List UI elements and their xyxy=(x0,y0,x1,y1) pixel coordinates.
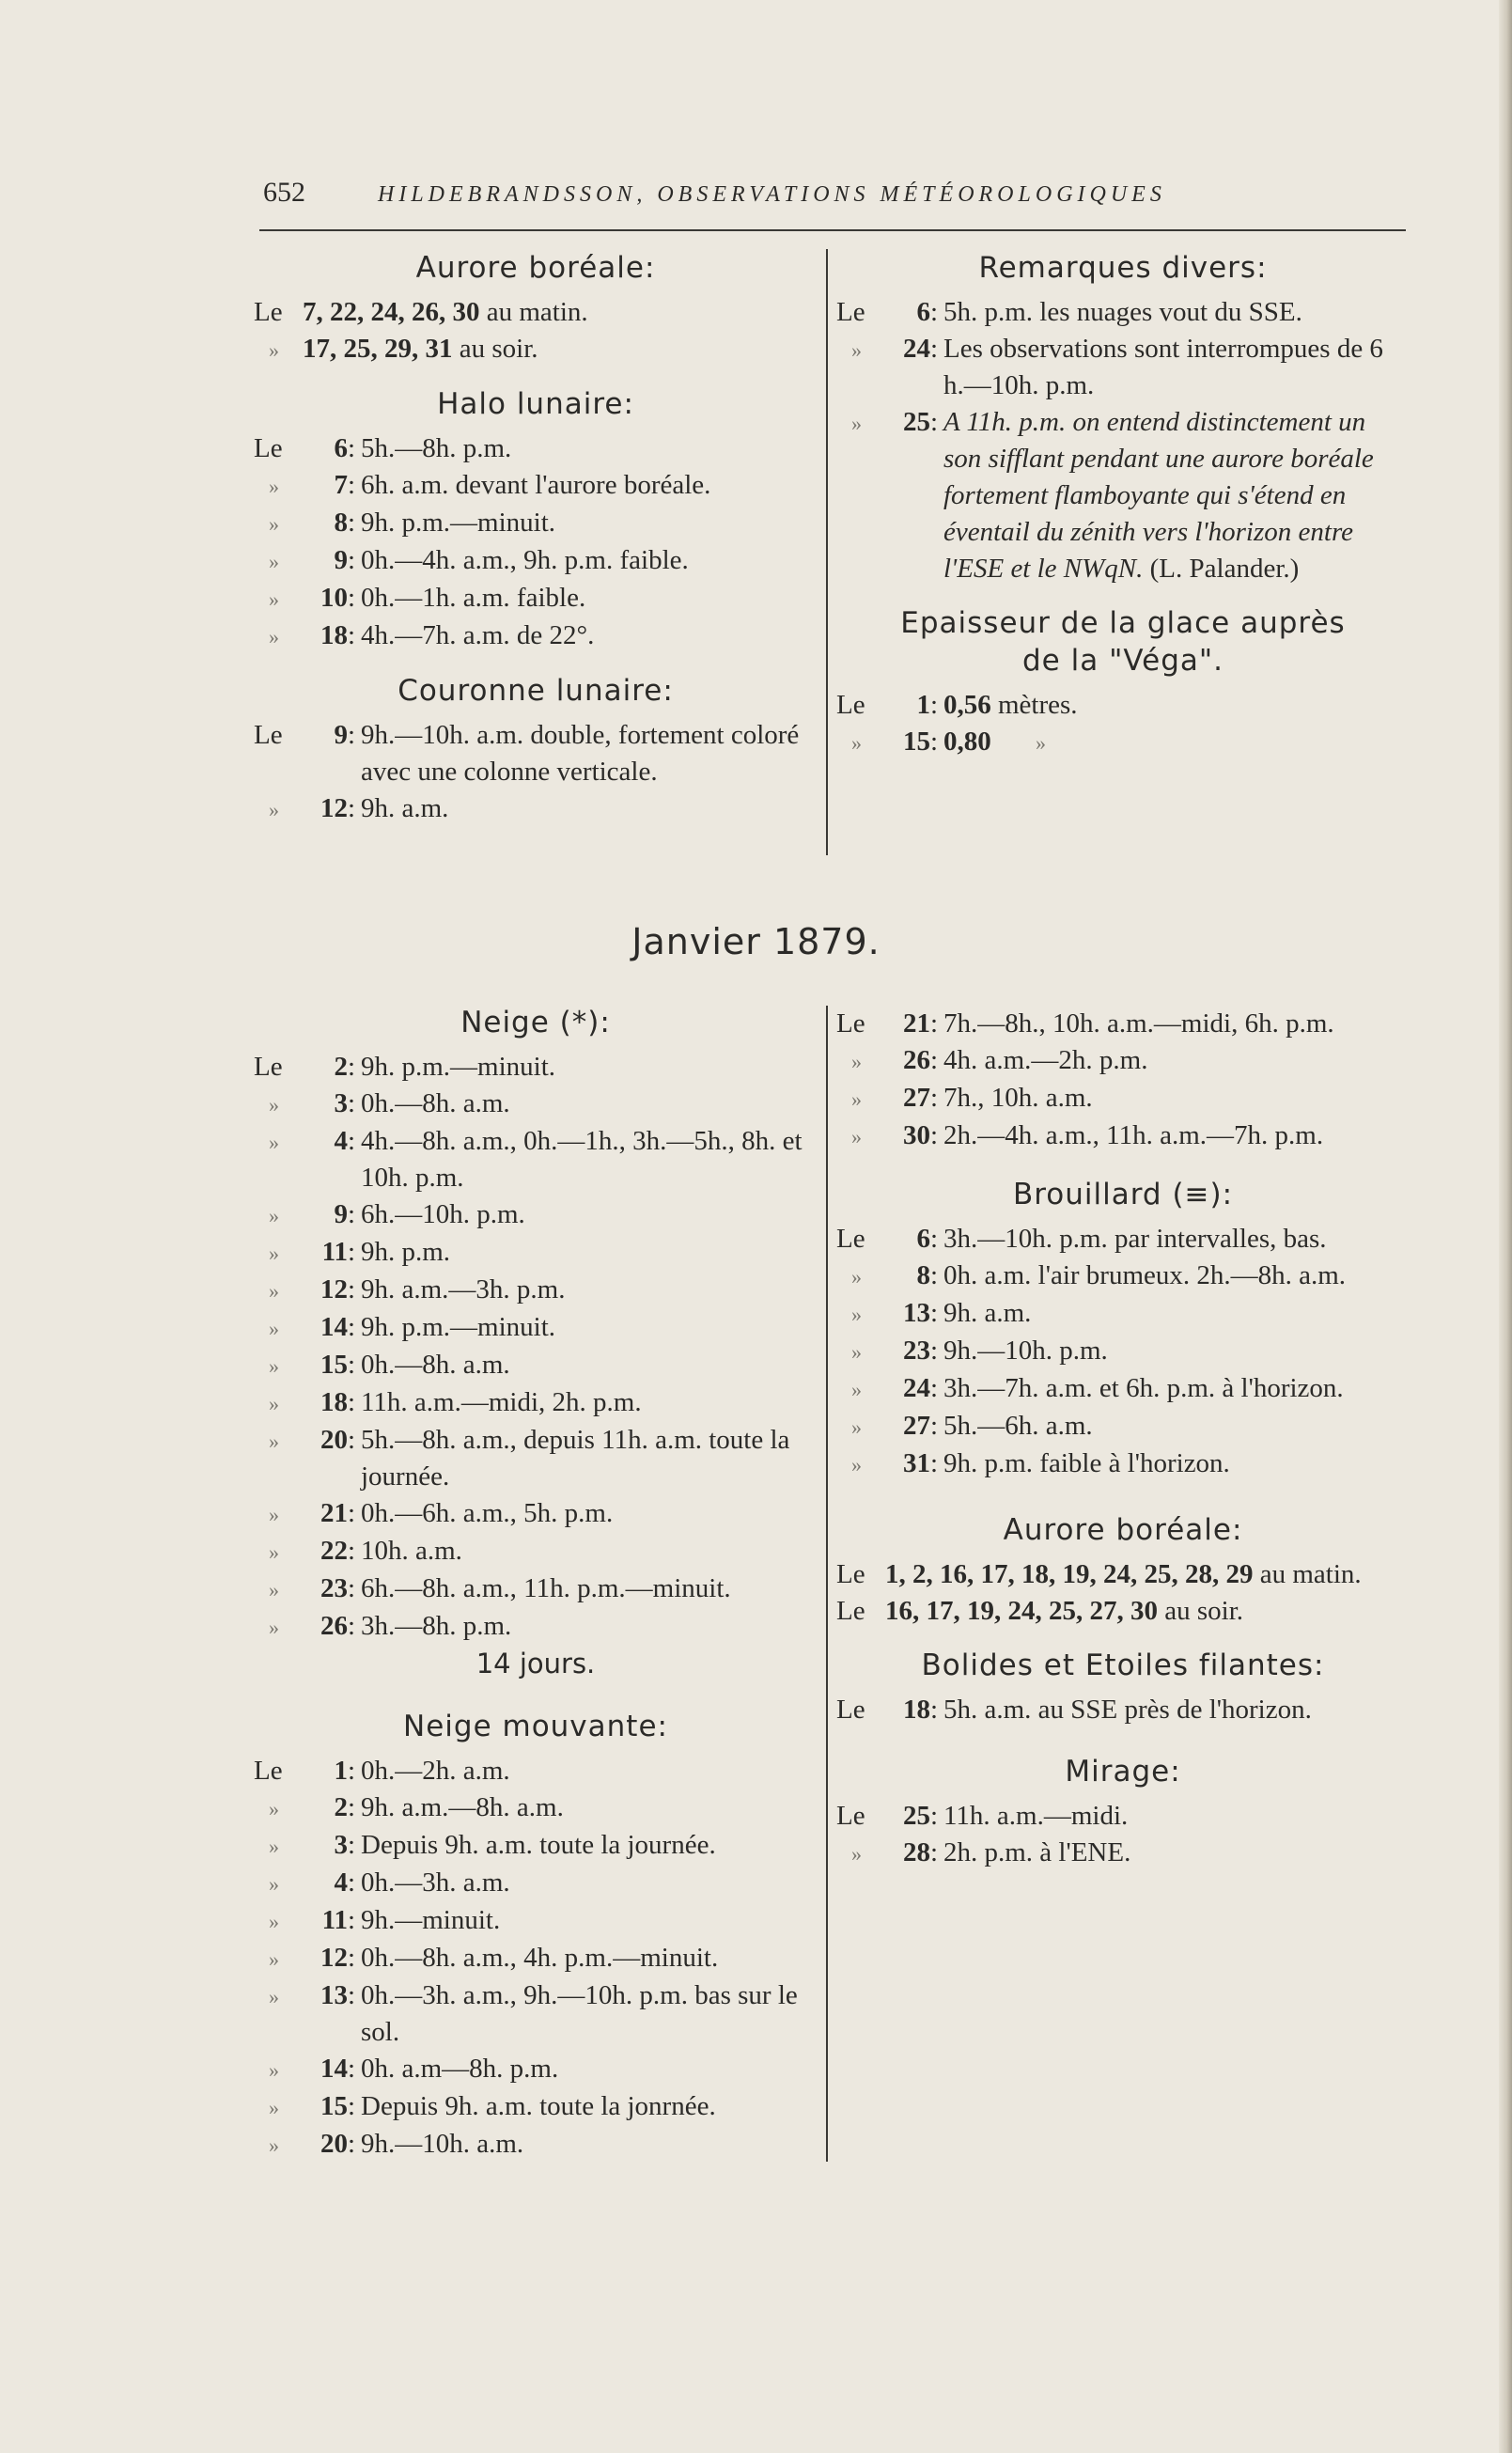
entry-row xyxy=(254,1123,818,1196)
entry-row xyxy=(254,1309,818,1347)
entry-day: 2 xyxy=(334,1052,348,1082)
entry-day: 9 xyxy=(334,720,348,750)
entry-prefix: Le xyxy=(836,690,865,720)
thickness-unit: mètres. xyxy=(998,690,1078,720)
entry-row xyxy=(254,542,818,580)
mirage-list xyxy=(836,1798,1410,1872)
entry-row xyxy=(254,580,818,617)
entry-day: 11 xyxy=(321,1905,348,1935)
entry-colon: : xyxy=(348,545,356,575)
mirage-title: Mirage: xyxy=(1065,1755,1181,1789)
entry-colon: : xyxy=(348,583,356,613)
entry-prefix: » xyxy=(269,1835,279,1858)
entry-text: 0h.—1h. a.m. faible. xyxy=(361,583,586,613)
entry-text: 0h.—4h. a.m., 9h. p.m. faible. xyxy=(361,545,689,575)
neige-list xyxy=(254,1049,818,1646)
entry-row xyxy=(254,617,818,655)
entry-prefix: » xyxy=(269,1279,279,1303)
entry-row xyxy=(836,1042,1410,1080)
entry-day: 27 xyxy=(903,1411,930,1441)
entry-prefix: » xyxy=(269,1131,279,1154)
entry-colon: : xyxy=(348,620,356,650)
entry-day: 1 xyxy=(334,1756,348,1786)
entry-text: 9h.—10h. a.m. xyxy=(361,2129,524,2159)
entry-day: 6 xyxy=(916,1224,930,1254)
entry-prefix: » xyxy=(269,1910,279,1933)
entry-row xyxy=(254,1347,818,1384)
epaisseur-title-2: de la "Véga". xyxy=(1022,644,1224,678)
entry-prefix: » xyxy=(269,1317,279,1340)
entry-text: 4h.—8h. a.m., 0h.—1h., 3h.—5h., 8h. et 10h. p.m. xyxy=(361,1126,803,1193)
entry-prefix: » xyxy=(269,1616,279,1639)
entry-text: 0h.—8h. a.m., 4h. p.m.—minuit. xyxy=(361,1943,719,1973)
entry-prefix: » xyxy=(851,731,862,755)
entry-colon: : xyxy=(348,2091,356,2121)
entry-text: 9h.—minuit. xyxy=(361,1905,501,1935)
entry-row xyxy=(836,1445,1410,1483)
entry-prefix: Le xyxy=(254,433,283,463)
entry-colon: : xyxy=(348,793,356,823)
entry-text: 9h. p.m.—minuit. xyxy=(361,508,556,538)
entry-row xyxy=(836,1221,1410,1258)
aurore-jan-evening: Le 16, 17, 19, 24, 25, 27, 30 au soir. xyxy=(836,1596,1244,1626)
entry-colon: : xyxy=(348,1830,356,1860)
entry-text: 7h., 10h. a.m. xyxy=(943,1083,1093,1113)
entry-text: 9h. p.m. faible à l'horizon. xyxy=(943,1448,1230,1478)
entry-prefix: » xyxy=(269,1093,279,1117)
entry-colon: : xyxy=(348,1425,356,1455)
entry-day: 12 xyxy=(320,1274,348,1305)
entry-colon: : xyxy=(930,1298,939,1328)
entry-prefix: » xyxy=(851,1265,862,1289)
thickness-value: 0,56 xyxy=(943,690,991,720)
bolides-list xyxy=(836,1692,1410,1728)
entry-colon: : xyxy=(930,727,939,757)
entry-row xyxy=(254,1940,818,1977)
entry-day: 9 xyxy=(334,1199,348,1229)
entry-text: 5h. a.m. au SSE près de l'horizon. xyxy=(943,1695,1312,1725)
entry-prefix: » xyxy=(269,1985,279,2008)
entry-prefix: Le xyxy=(836,1801,865,1831)
entry-day: 13 xyxy=(320,1980,348,2010)
running-head xyxy=(263,177,1250,214)
entry-prefix: Le xyxy=(836,1224,865,1254)
entry-prefix: » xyxy=(269,587,279,611)
entry-prefix: » xyxy=(851,1340,862,1364)
entry-colon: : xyxy=(348,720,356,750)
entry-day: 26 xyxy=(320,1611,348,1641)
entry-day: 1 xyxy=(916,690,930,720)
entry-prefix: » xyxy=(269,1503,279,1526)
neige-mouvante-list xyxy=(254,1753,818,2164)
entry-colon: : xyxy=(930,1260,939,1290)
entry-row xyxy=(836,1117,1410,1155)
entry-day: 21 xyxy=(903,1008,930,1039)
entry-prefix: » xyxy=(851,1087,862,1111)
entry-text: 6h.—10h. p.m. xyxy=(361,1199,525,1229)
entry-day: 23 xyxy=(320,1573,348,1603)
entry-colon: : xyxy=(930,1448,939,1478)
entry-colon: : xyxy=(348,1126,356,1156)
entry-row xyxy=(254,2126,818,2164)
epaisseur-list xyxy=(836,687,1410,761)
entry-day: 10 xyxy=(320,583,348,613)
entry-text: 2h.—4h. a.m., 11h. a.m.—7h. p.m. xyxy=(943,1120,1324,1150)
entry-colon: : xyxy=(348,470,356,500)
entry-row xyxy=(254,1272,818,1309)
entry-text: 11h. a.m.—midi, 2h. p.m. xyxy=(361,1387,642,1417)
header-rule xyxy=(259,229,1406,231)
entry-text xyxy=(943,724,1410,761)
entry-colon: : xyxy=(930,1224,939,1254)
entry-text: 9h. p.m.—minuit. xyxy=(361,1052,556,1082)
entry-day: 8 xyxy=(916,1260,930,1290)
entry-prefix: » xyxy=(851,1303,862,1326)
thickness-unit: » xyxy=(1036,731,1046,755)
entry-row xyxy=(254,430,818,467)
entry-row xyxy=(254,1384,818,1422)
entry-text: 3h.—10h. p.m. par intervalles, bas. xyxy=(943,1224,1327,1254)
entry-prefix: » xyxy=(269,1430,279,1453)
entry-day: 9 xyxy=(334,545,348,575)
entry-text: 9h. a.m. xyxy=(943,1298,1032,1328)
entry-prefix: » xyxy=(269,1392,279,1415)
aurore-jan-morning: Le 1, 2, 16, 17, 18, 19, 24, 25, 28, 29 au matin. xyxy=(836,1559,1362,1589)
entry-text: Depuis 9h. a.m. toute la jonrnée. xyxy=(361,2091,716,2121)
entry-colon: : xyxy=(348,1943,356,1973)
entry-day: 15 xyxy=(320,1350,348,1380)
entry-prefix: Le xyxy=(254,720,283,750)
brouillard-list xyxy=(836,1221,1410,1483)
entry-text: 2h. p.m. à l'ENE. xyxy=(943,1837,1131,1867)
entry-colon: : xyxy=(930,1008,939,1039)
entry-day: 26 xyxy=(903,1045,930,1075)
entry-day: 27 xyxy=(903,1083,930,1113)
entry-text: 5h.—8h. a.m., depuis 11h. a.m. toute la journée. xyxy=(361,1425,790,1492)
entry-colon: : xyxy=(930,1801,939,1831)
entry-prefix: » xyxy=(269,2133,279,2157)
upper-right-column xyxy=(836,249,1410,761)
column-divider-lower xyxy=(826,1006,828,2162)
entry-colon: : xyxy=(348,1088,356,1118)
entry-day: 2 xyxy=(334,1792,348,1822)
entry-colon: : xyxy=(348,1905,356,1935)
entry-day: 20 xyxy=(320,2129,348,2159)
entry-colon: : xyxy=(348,1350,356,1380)
entry-day: 25 xyxy=(903,1801,930,1831)
entry-prefix: » xyxy=(269,798,279,821)
entry-day: 18 xyxy=(320,1387,348,1417)
entry-prefix: » xyxy=(269,475,279,498)
entry-row xyxy=(254,1495,818,1533)
halo-list xyxy=(254,430,818,655)
entry-row xyxy=(254,2051,818,2088)
entry-day: 6 xyxy=(334,433,348,463)
entry-prefix: » xyxy=(269,1242,279,1265)
entry-prefix: » xyxy=(269,1872,279,1896)
entry-prefix: » xyxy=(269,1947,279,1971)
entry-prefix: » xyxy=(269,512,279,536)
entry-prefix: » xyxy=(269,1797,279,1820)
entry-row xyxy=(254,2088,818,2126)
entry-text: 9h. a.m.—8h. a.m. xyxy=(361,1792,564,1822)
entry-prefix: » xyxy=(269,1540,279,1564)
entry-colon: : xyxy=(348,2054,356,2084)
entry-day: 28 xyxy=(903,1837,930,1867)
entry-colon: : xyxy=(348,1052,356,1082)
entry-row xyxy=(254,1977,818,2051)
remarque-entry: Le 6 : 5h. p.m. les nuages vout du SSE. xyxy=(836,297,1302,327)
page-edge xyxy=(1499,0,1512,2453)
entry-text: 0h. a.m. l'air brumeux. 2h.—8h. a.m. xyxy=(943,1260,1347,1290)
entry-day: 11 xyxy=(321,1237,348,1267)
entry-prefix: » xyxy=(851,1453,862,1476)
entry-day: 4 xyxy=(334,1126,348,1156)
entry-prefix: Le xyxy=(836,1695,865,1725)
entry-prefix: Le xyxy=(254,1052,283,1082)
entry-row xyxy=(254,1533,818,1570)
neige-continued-list xyxy=(836,1006,1410,1155)
lower-left-column xyxy=(254,1004,818,2164)
entry-prefix: Le xyxy=(254,1756,283,1786)
entry-day: 14 xyxy=(320,2054,348,2084)
remarques-title: Remarques divers: xyxy=(978,251,1268,285)
entry-row xyxy=(254,1422,818,1495)
entry-day: 22 xyxy=(320,1536,348,1566)
entry-day: 4 xyxy=(334,1867,348,1898)
entry-text: 9h. a.m.—3h. p.m. xyxy=(361,1274,566,1305)
entry-colon: : xyxy=(348,1867,356,1898)
entry-prefix: » xyxy=(851,1842,862,1866)
entry-text: 0h.—3h. a.m., 9h.—10h. p.m. bas sur le sol. xyxy=(361,1980,798,2047)
brouillard-title: Brouillard (≡): xyxy=(1012,1178,1234,1211)
entry-row xyxy=(836,1080,1410,1117)
entry-row xyxy=(254,790,818,828)
entry-row xyxy=(254,1570,818,1608)
entry-colon: : xyxy=(348,1573,356,1603)
entry-text: 0h.—8h. a.m. xyxy=(361,1350,510,1380)
lower-right-column xyxy=(836,1006,1410,1872)
entry-prefix: » xyxy=(851,1125,862,1148)
entry-prefix: Le xyxy=(836,1008,865,1039)
entry-prefix: » xyxy=(269,2096,279,2119)
entry-day: 12 xyxy=(320,1943,348,1973)
entry-text: 0h.—3h. a.m. xyxy=(361,1867,510,1898)
entry-day: 13 xyxy=(903,1298,930,1328)
entry-row xyxy=(254,1049,818,1086)
aurore-evening: » 17, 25, 29, 31 au soir. xyxy=(269,334,538,364)
entry-text: 9h. p.m.—minuit. xyxy=(361,1312,556,1342)
entry-colon: : xyxy=(348,1792,356,1822)
entry-row xyxy=(254,505,818,542)
entry-prefix: » xyxy=(269,2058,279,2082)
entry-text: 9h. p.m. xyxy=(361,1237,451,1267)
couronne-title: Couronne lunaire: xyxy=(397,674,674,708)
entry-day: 31 xyxy=(903,1448,930,1478)
entry-text: 10h. a.m. xyxy=(361,1536,462,1566)
upper-left-column xyxy=(254,249,818,828)
entry-text: 0h. a.m—8h. p.m. xyxy=(361,2054,559,2084)
neige-title: Neige (*): xyxy=(460,1006,611,1039)
entry-day: 18 xyxy=(320,620,348,650)
entry-day: 23 xyxy=(903,1336,930,1366)
entry-day: 20 xyxy=(320,1425,348,1455)
running-title: HILDEBRANDSSON, OBSERVATIONS MÉTÉOROLOGIQUES xyxy=(378,182,1166,207)
remarque-entry: » 25 : A 11h. p.m. on entend distinctement un son sifflant pendant une aurore boréale fortement flamboyante qui s'étend en éventail du zénith vers l'horizon entre l'ESE et le NWqN. (L. Palander.) xyxy=(851,407,1374,584)
entry-day: 7 xyxy=(334,470,348,500)
entry-text: 11h. a.m.—midi. xyxy=(943,1801,1129,1831)
aurore-title: Aurore boréale: xyxy=(415,251,656,285)
entry-day: 14 xyxy=(320,1312,348,1342)
entry-day: 3 xyxy=(334,1088,348,1118)
remarque-entry: » 24 : Les observations sont interrompues de 6 h.—10h. p.m. xyxy=(851,334,1383,400)
entry-day: 24 xyxy=(903,1373,930,1403)
aurore-morning: Le 7, 22, 24, 26, 30 au matin. xyxy=(254,297,588,327)
entry-row xyxy=(254,1902,818,1940)
entry-colon: : xyxy=(930,1120,939,1150)
entry-colon: : xyxy=(348,508,356,538)
entry-colon: : xyxy=(348,1312,356,1342)
entry-row xyxy=(254,1196,818,1234)
entry-row xyxy=(254,1086,818,1123)
entry-day: 8 xyxy=(334,508,348,538)
entry-row xyxy=(254,467,818,505)
entry-colon: : xyxy=(348,1199,356,1229)
entry-text: 6h. a.m. devant l'aurore boréale. xyxy=(361,470,711,500)
entry-prefix: » xyxy=(851,1378,862,1401)
entry-colon: : xyxy=(930,1373,939,1403)
couronne-list xyxy=(254,717,818,828)
entry-text: 0h.—2h. a.m. xyxy=(361,1756,510,1786)
entry-day: 12 xyxy=(320,793,348,823)
entry-row xyxy=(254,1234,818,1272)
entry-day: 15 xyxy=(320,2091,348,2121)
entry-prefix: » xyxy=(269,1578,279,1601)
entry-colon: : xyxy=(930,1695,939,1725)
entry-colon: : xyxy=(930,690,939,720)
entry-colon: : xyxy=(348,1237,356,1267)
entry-day: 18 xyxy=(903,1695,930,1725)
entry-row xyxy=(836,1333,1410,1370)
entry-colon: : xyxy=(348,2129,356,2159)
neige-summary: 14 jours. xyxy=(475,1648,596,1680)
neige-mouvante-title: Neige mouvante: xyxy=(403,1710,668,1743)
entry-text: 6h.—8h. a.m., 11h. p.m.—minuit. xyxy=(361,1573,731,1603)
entry-row xyxy=(254,1753,818,1789)
entry-text: 0h.—6h. a.m., 5h. p.m. xyxy=(361,1498,614,1528)
entry-row xyxy=(836,1835,1410,1872)
entry-day: 21 xyxy=(320,1498,348,1528)
entry-row xyxy=(254,717,818,790)
epaisseur-title: Epaisseur de la glace auprès xyxy=(900,606,1346,640)
entry-row xyxy=(254,1608,818,1646)
bolides-title: Bolides et Etoiles filantes: xyxy=(921,1648,1325,1682)
entry-colon: : xyxy=(348,1611,356,1641)
entry-colon: : xyxy=(930,1411,939,1441)
entry-prefix: » xyxy=(269,1204,279,1227)
entry-colon: : xyxy=(348,1387,356,1417)
entry-row xyxy=(836,1295,1410,1333)
entry-colon: : xyxy=(930,1837,939,1867)
entry-text: 9h. a.m. xyxy=(361,793,449,823)
entry-colon: : xyxy=(348,1498,356,1528)
entry-colon: : xyxy=(930,1045,939,1075)
entry-row xyxy=(836,1408,1410,1445)
entry-colon: : xyxy=(348,433,356,463)
entry-day: 30 xyxy=(903,1120,930,1150)
entry-row xyxy=(254,1789,818,1827)
page-number: 652 xyxy=(263,177,305,208)
entry-day: 3 xyxy=(334,1830,348,1860)
entry-row xyxy=(836,1006,1410,1042)
entry-text: 3h.—8h. p.m. xyxy=(361,1611,512,1641)
entry-day: 15 xyxy=(903,727,930,757)
entry-text: 3h.—7h. a.m. et 6h. p.m. à l'horizon. xyxy=(943,1373,1344,1403)
entry-row xyxy=(836,1692,1410,1728)
month-title: Janvier 1879. xyxy=(631,921,881,962)
entry-colon: : xyxy=(348,1274,356,1305)
entry-text: 5h.—6h. a.m. xyxy=(943,1411,1093,1441)
entry-text: Depuis 9h. a.m. toute la journée. xyxy=(361,1830,716,1860)
entry-text: 9h.—10h. p.m. xyxy=(943,1336,1108,1366)
entry-text: 4h.—7h. a.m. de 22°. xyxy=(361,620,595,650)
entry-row xyxy=(254,1827,818,1865)
entry-text: 4h. a.m.—2h. p.m. xyxy=(943,1045,1148,1075)
entry-text: 0h.—8h. a.m. xyxy=(361,1088,510,1118)
entry-prefix: » xyxy=(851,1415,862,1439)
entry-prefix: » xyxy=(851,1050,862,1073)
epaisseur-row xyxy=(836,687,1410,724)
entry-row xyxy=(254,1865,818,1902)
aurore-jan-title: Aurore boréale: xyxy=(1003,1513,1243,1547)
entry-row xyxy=(836,1798,1410,1835)
column-divider-upper xyxy=(826,249,828,855)
thickness-value: 0,80 xyxy=(943,727,991,757)
entry-prefix: » xyxy=(269,1354,279,1378)
entry-colon: : xyxy=(348,1536,356,1566)
entry-colon: : xyxy=(930,1336,939,1366)
entry-text: 7h.—8h., 10h. a.m.—midi, 6h. p.m. xyxy=(943,1008,1334,1039)
epaisseur-row xyxy=(836,724,1410,761)
entry-text xyxy=(943,687,1410,724)
halo-title: Halo lunaire: xyxy=(437,387,634,421)
entry-text: 9h.—10h. a.m. double, fortement coloré avec une colonne verticale. xyxy=(361,720,800,787)
entry-colon: : xyxy=(348,1980,356,2010)
entry-text: 5h.—8h. p.m. xyxy=(361,433,512,463)
entry-row xyxy=(836,1258,1410,1295)
entry-row xyxy=(836,1370,1410,1408)
entry-colon: : xyxy=(348,1756,356,1786)
entry-prefix: » xyxy=(269,625,279,648)
entry-prefix: » xyxy=(269,550,279,573)
entry-colon: : xyxy=(930,1083,939,1113)
